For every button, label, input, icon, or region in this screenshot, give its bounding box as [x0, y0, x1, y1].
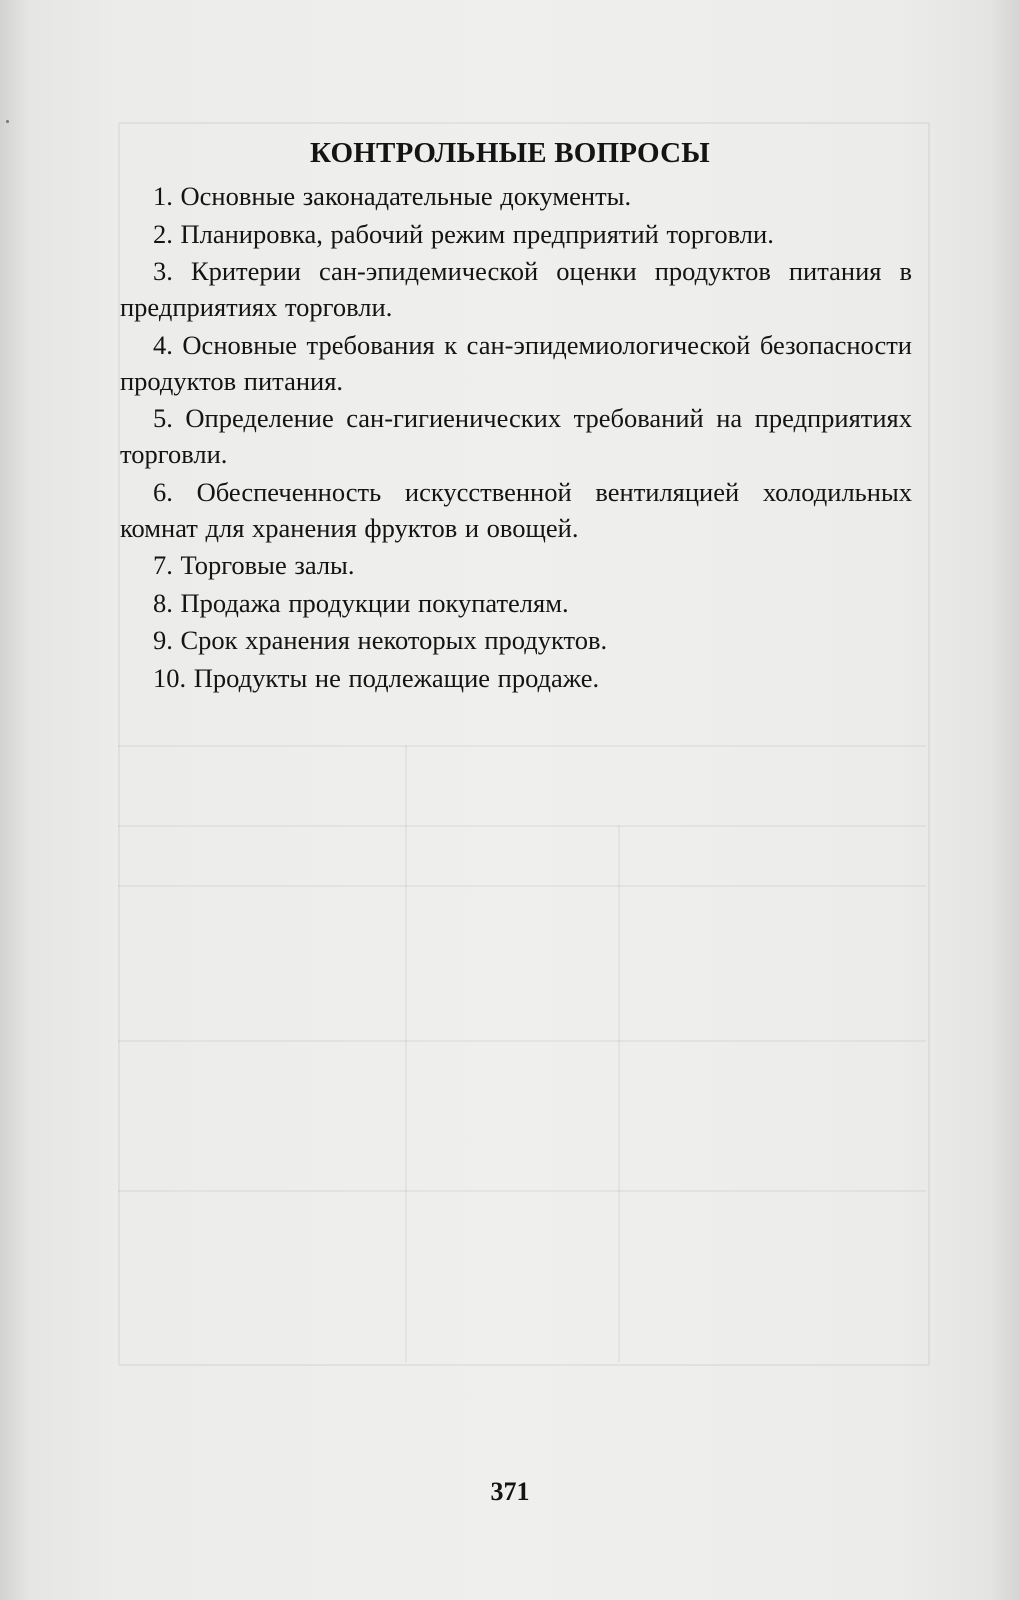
question-item: 1. Основные законадательные документы.: [153, 181, 632, 211]
question-item: 9. Срок хранения некоторых продуктов.: [153, 625, 608, 655]
question-item: 5. Определение сан-гигиенических требований на предприятиях торговли.: [120, 403, 912, 469]
page-number: 371: [490, 1477, 530, 1506]
page-title: КОНТРОЛЬНЫЕ ВОПРОСЫ: [310, 137, 710, 170]
control-questions-list: [120, 178, 912, 697]
reverse-side-table-line: [405, 745, 407, 1362]
question-item: 8. Продажа продукции покупателям.: [153, 587, 569, 618]
scan-speck: [6, 120, 9, 123]
question-item: 7. Торговые залы.: [153, 550, 355, 580]
question-item: 4. Основные требования к сан-эпидемиологической безопасности продуктов питания.: [120, 329, 912, 396]
reverse-side-table-line: [118, 1040, 926, 1042]
reverse-side-table-line: [618, 825, 620, 1362]
reverse-side-table-line: [118, 745, 926, 747]
question-item: 10. Продукты не подлежащие продаже.: [153, 662, 600, 693]
reverse-side-table-line: [118, 1190, 926, 1192]
reverse-side-table-line: [118, 825, 926, 827]
reverse-side-table-line: [118, 885, 926, 887]
question-item: 2. Планировка, рабочий режим предприятий торговли.: [153, 218, 774, 249]
question-item: 3. Критерии сан-эпидемической оценки продуктов питания в предприятиях торговли.: [120, 256, 912, 322]
question-item: 6. Обеспеченность искусственной вентиляцией холодильных комнат для хранения фруктов и овощей.: [120, 476, 912, 543]
